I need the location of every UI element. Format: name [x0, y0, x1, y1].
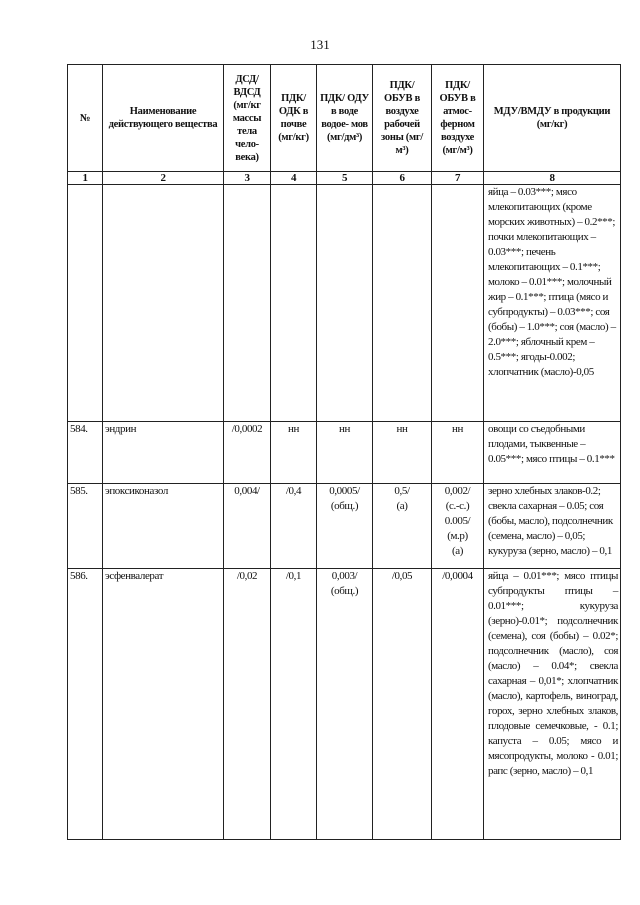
substance-name — [103, 185, 224, 422]
header-pdk-atm-air: ПДК/ ОБУВ в атмос- ферном воздухе (мг/м³) — [432, 65, 484, 172]
mdu-value: овощи со съедобными плодами, тыквенные – 0.05***; мясо птицы – 0.1*** — [484, 422, 621, 484]
pdk-atm-air-value: /0,0004 — [432, 569, 484, 840]
pdk-atm-air-line: (м.р) — [447, 530, 468, 542]
pdk-water-value — [317, 569, 373, 840]
column-number: 7 — [432, 172, 484, 185]
pdk-work-air-value — [373, 185, 432, 422]
column-number: 4 — [271, 172, 317, 185]
pdk-soil-value: /0,4 — [271, 484, 317, 569]
column-number: 6 — [373, 172, 432, 185]
table-row — [68, 422, 621, 484]
regulation-table — [67, 64, 621, 840]
column-number: 5 — [317, 172, 373, 185]
pdk-atm-air-value — [432, 484, 484, 569]
pdk-atm-air-line: (с.-с.) — [445, 500, 470, 512]
header-dsd: ДСД/ ВДСД (мг/кг массы тела чело- века) — [224, 65, 271, 172]
dsd-value — [224, 185, 271, 422]
pdk-water-value — [317, 185, 373, 422]
header-pdk-water: ПДК/ ОДУ в воде водое- мов (мг/дм³) — [317, 65, 373, 172]
mdu-value: яйца – 0.01***; мясо птицы субпродукты птицы – 0.01***; кукуруза (зерно)-0.01*; подсолнечник (семена), соя (бобы) – 0.02*; подсолнечник (масло), соя (масло) – 0.04*; свекла сахарная – 0,01*; хлопчатник (масло), картофель, виноград, горох, зерно хлебных злаков, плодовые семечковые, - 0.1; капуста – 0.05; мясо и мясопродукты, молоко - 0.01; рапс (зерно, масло) – 0,1 — [484, 569, 621, 840]
table-row — [68, 185, 621, 422]
pdk-work-air-line: (а) — [396, 500, 408, 512]
pdk-soil-value: /0,1 — [271, 569, 317, 840]
column-number-row — [68, 172, 621, 185]
pdk-work-air-value — [373, 484, 432, 569]
pdk-atm-air-line: 0.005/ — [444, 515, 471, 527]
dsd-value: /0,0002 — [224, 422, 271, 484]
header-row — [68, 65, 621, 172]
header-mdu: МДУ/ВМДУ в продукции (мг/кг) — [484, 65, 621, 172]
pdk-water-value — [317, 484, 373, 569]
pdk-work-air-value: нн — [373, 422, 432, 484]
dsd-value: 0,004/ — [224, 484, 271, 569]
pdk-water-line: 0,003/ — [331, 570, 358, 582]
table-row — [68, 569, 621, 840]
pdk-water-line: (общ.) — [330, 585, 359, 597]
substance-name: эндрин — [103, 422, 224, 484]
column-number: 2 — [103, 172, 224, 185]
row-number — [68, 185, 103, 422]
dsd-value: /0,02 — [224, 569, 271, 840]
column-number: 3 — [224, 172, 271, 185]
pdk-soil-value — [271, 185, 317, 422]
substance-name: эсфенвалерат — [103, 569, 224, 840]
pdk-work-air-value: /0,05 — [373, 569, 432, 840]
row-number: 585. — [68, 484, 103, 569]
header-number: № — [68, 65, 103, 172]
pdk-soil-value: нн — [271, 422, 317, 484]
substance-name: эпоксиконазол — [103, 484, 224, 569]
mdu-value: зерно хлебных злаков-0.2; свекла сахарная – 0.05; соя (бобы, масло), подсолнечник (семена, масло) – 0,05; кукуруза (зерно, масло) – 0,1 — [484, 484, 621, 569]
row-number: 584. — [68, 422, 103, 484]
table-row — [68, 484, 621, 569]
pdk-atm-air-value — [432, 185, 484, 422]
mdu-value: яйца – 0.03***; мясо млекопитающих (кроме морских животных) – 0.2***; почки млекопитающих – 0.03***; печень млекопитающих – 0.1***; молоко – 0.01***; молочный жир – 0.1***; птица (мясо и субпродукты) – 0.03***; соя (бобы) – 1.0***; соя (масло) – 2.0***; яблочный крем – 0.5***; ягоды-0.002; хлопчатник (масло)-0,05 — [484, 185, 621, 422]
column-number: 1 — [68, 172, 103, 185]
page-number: 131 — [310, 37, 330, 52]
column-number: 8 — [484, 172, 621, 185]
pdk-atm-air-line: (а) — [451, 545, 463, 557]
header-pdk-work-air: ПДК/ ОБУВ в воздухе рабочей зоны (мг/м³) — [373, 65, 432, 172]
pdk-work-air-line: 0,5/ — [394, 485, 410, 497]
row-number: 586. — [68, 569, 103, 840]
pdk-water-line: (общ.) — [330, 500, 359, 512]
header-pdk-soil: ПДК/ ОДК в почве (мг/кг) — [271, 65, 317, 172]
pdk-water-value: нн — [317, 422, 373, 484]
pdk-atm-air-line: 0,002/ — [444, 485, 471, 497]
pdk-water-line: 0,0005/ — [329, 485, 360, 497]
pdk-atm-air-value: нн — [432, 422, 484, 484]
header-substance-name: Наименование действующего вещества — [103, 65, 224, 172]
